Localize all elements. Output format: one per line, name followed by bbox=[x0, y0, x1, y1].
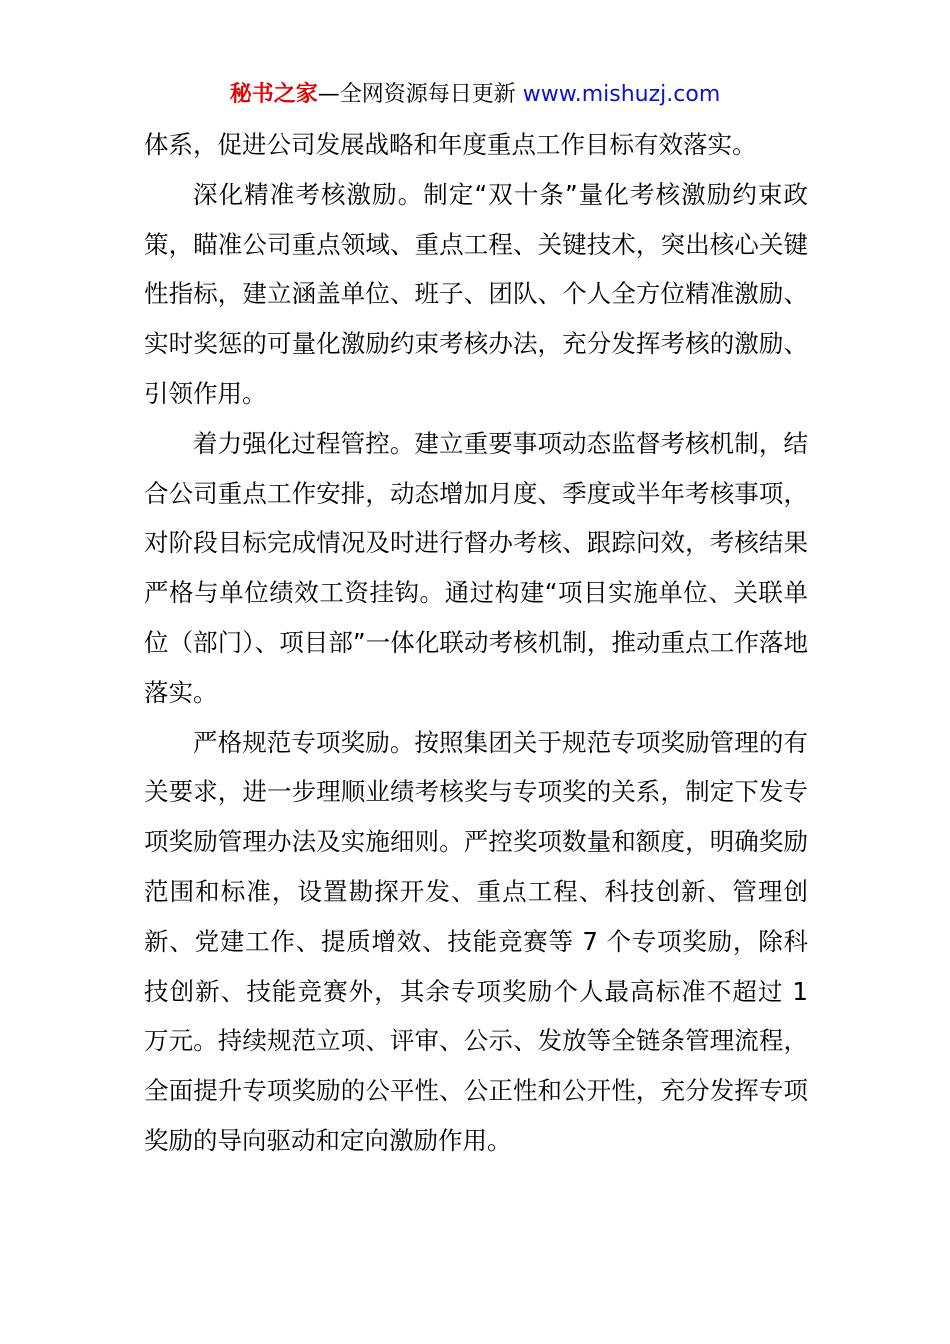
header-brand: 秘书之家 bbox=[229, 82, 318, 107]
paragraph-assessment-incentive: 深化精准考核激励。制定“双十条”量化考核激励约束政策，瞄准公司重点领域、重点工程、关键技术，突出核心关键性指标，建立涵盖单位、班子、团队、个人全方位精准激励、实时奖惩的可量化激励约束考核办法，充分发挥考核的激励、引领作用。 bbox=[144, 179, 808, 408]
paragraph-continuation: 体系，促进公司发展战略和年度重点工作目标有效落实。 bbox=[144, 130, 757, 159]
paragraph-special-awards: 严格规范专项奖励。按照集团关于规范专项奖励管理的有关要求，进一步理顺业绩考核奖与专项奖的关系，制定下发专项奖励管理办法及实施细则。严控奖项数量和额度，明确奖励范围和标准，设置勘探开发、重点工程、科技创新、管理创新、党建工作、提质增效、技能竞赛等 7 个专项奖励，除科技创新、技能竞赛外，其余专项奖励个人最高标准不超过 1 万元。持续规范立项、评审、公示、发放等全链条管理流程，全面提升专项奖励的公平性、公正性和公开性，充分发挥专项奖励的导向驱动和定向激励作用。 bbox=[144, 727, 808, 1155]
document-body bbox=[144, 120, 808, 1166]
paragraph-process-control: 着力强化过程管控。建立重要事项动态监督考核机制，结合公司重点工作安排，动态增加月度、季度或半年考核事项，对阶段目标完成情况及时进行督办考核、跟踪问效，考核结果严格与单位绩效工资挂钩。通过构建“项目实施单位、关联单位（部门）、项目部”一体化联动考核机制，推动重点工作落地落实。 bbox=[144, 428, 808, 707]
page-header bbox=[0, 80, 950, 110]
header-url-link[interactable]: www.mishuzj.com bbox=[522, 82, 721, 107]
header-tagline: —全网资源每日更新 bbox=[317, 82, 523, 107]
